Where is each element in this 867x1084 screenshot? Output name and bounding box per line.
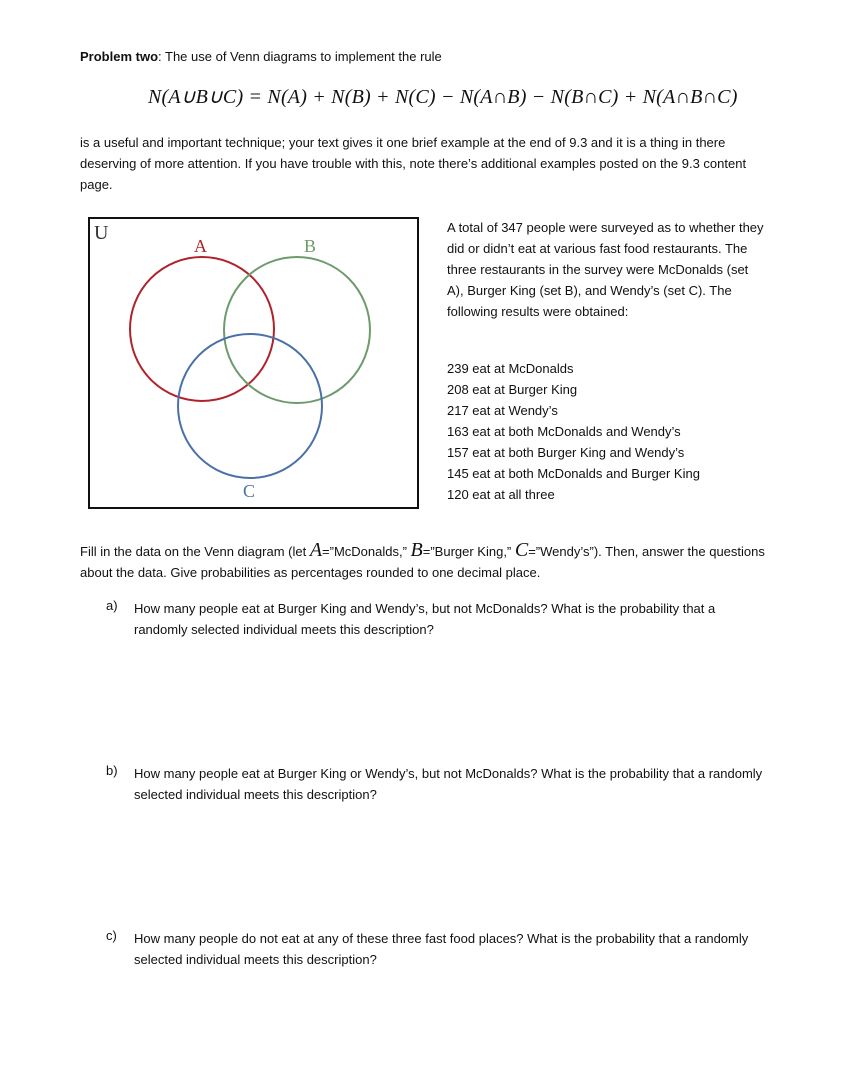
fill-instructions [80,540,800,583]
result-item: 239 eat at McDonalds [447,361,574,376]
fill-text: =”Burger King,” [422,544,515,559]
result-item: 208 eat at Burger King [447,382,578,397]
result-item: 145 eat at both McDonalds and Burger King [447,466,700,481]
fill-text: Fill in the data on the Venn diagram (let [80,544,310,559]
result-item: 120 eat at all three [447,487,555,502]
set-b-label: B [304,236,317,256]
question-a [106,598,766,640]
problem-title [80,46,442,67]
question-c [106,928,766,970]
question-label: b) [106,763,118,778]
fill-text: =”McDonalds,” [322,544,411,559]
universe-label: U [94,222,109,244]
question-text: How many people eat at Burger King and Wendy’s, but not McDonalds? What is the probability that a randomly selected individual meets this description? [134,601,716,637]
math-b: B [410,539,423,561]
set-a-label: A [194,236,207,256]
question-b [106,763,766,805]
result-item: 163 eat at both McDonalds and Wendy’s [447,424,681,439]
result-item: 217 eat at Wendy’s [447,403,558,418]
question-label: c) [106,928,117,943]
set-c-circle [178,334,322,478]
set-c-label: C [243,481,256,501]
survey-description: A total of 347 people were surveyed as to whether they did or didn’t eat at various fast food restaurants. The three restaurants in the survey were McDonalds (set A), Burger King (set B), and Wendy’s (set C). The following results were obtained: [447,220,764,319]
result-item: 157 eat at both Burger King and Wendy’s [447,445,685,460]
problem-title-rest: : The use of Venn diagrams to implement the rule [158,49,442,64]
question-label: a) [106,598,118,613]
intro-paragraph: is a useful and important technique; your text gives it one brief example at the end of 9.3 and it is a thing in there deserving of more attention. If you have trouble with this, note there’s additional examples posted on the 9.3 content page. [80,135,747,192]
set-b-circle [224,257,370,403]
survey-results [447,358,700,505]
venn-diagram [88,217,420,510]
question-text: How many people eat at Burger King or Wendy’s, but not McDonalds? What is the probability that a randomly selected individual meets this description? [134,766,763,802]
set-a-circle [130,257,274,401]
fill-text: =”Wendy’s”). Then, answer the questions about the data. Give probabilities as percentages rounded to one decimal place. [80,544,765,580]
problem-title-bold: Problem two [80,49,159,64]
question-text: How many people do not eat at any of these three fast food places? What is the probability that a randomly selected individual meets this description? [134,931,749,967]
math-c: C [514,539,529,561]
math-a: A [309,539,323,561]
inclusion-exclusion-formula: N(A∪B∪C) = N(A) + N(B) + N(C) − N(A∩B) − N(B∩C) + N(A∩B∩C) [148,86,738,108]
